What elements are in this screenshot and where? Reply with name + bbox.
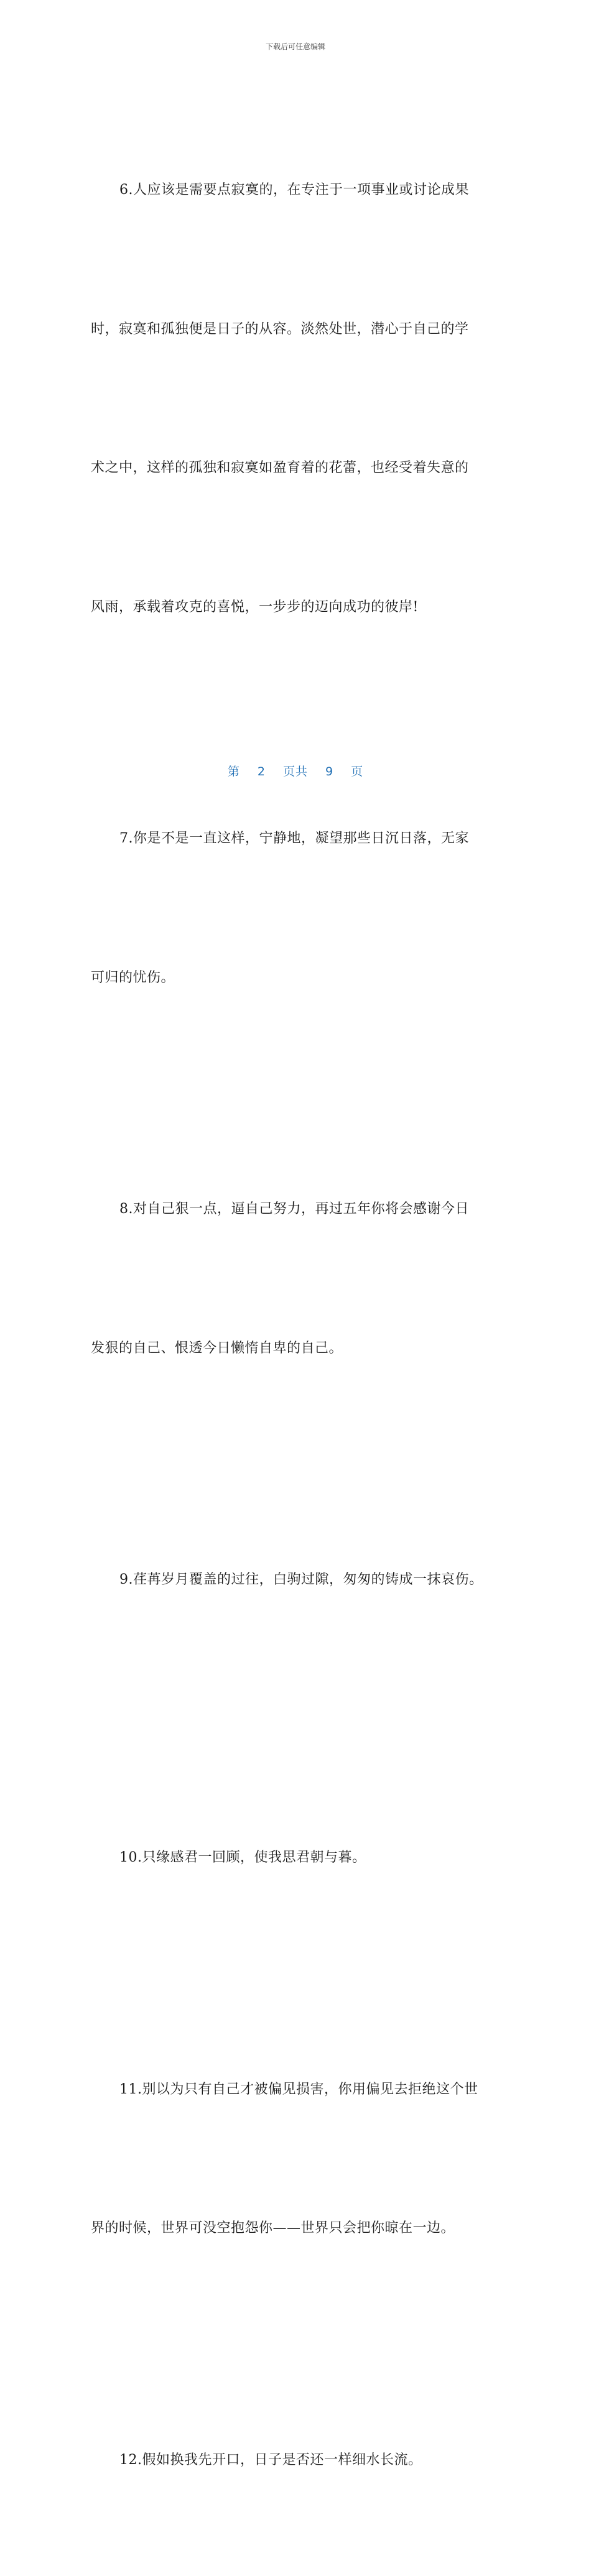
footer-page-number: 2 bbox=[258, 765, 266, 778]
paragraph-10 bbox=[91, 1742, 501, 1974]
text-line: 6.人应该是需要点寂寞的，在专注于一项事业或讨论成果 bbox=[91, 167, 501, 214]
footer-total-pages: 9 bbox=[325, 765, 333, 778]
text-line: 发狠的自己、恨透今日懒惰自卑的自己。 bbox=[91, 1326, 501, 1372]
text-line: 7.你是不是一直这样，宁静地，凝望那些日沉日落，无家 bbox=[91, 816, 501, 862]
blank-line bbox=[91, 1696, 501, 1743]
text-line: 10.只缘感君一回顾，使我思君朝与暮。 bbox=[91, 1835, 501, 1881]
page-footer bbox=[0, 762, 591, 779]
text-line: 9.荏苒岁月覆盖的过往，白驹过隙，匆匆的铸成一抹哀伤。 bbox=[91, 1557, 501, 1604]
footer-prefix: 第 bbox=[228, 762, 240, 779]
paragraph-9 bbox=[91, 1464, 501, 1696]
document-body bbox=[91, 75, 501, 2576]
text-line: 可归的忧伤。 bbox=[91, 955, 501, 1002]
page-header: 下载后可任意编辑 bbox=[0, 41, 591, 52]
text-line: 11.别以为只有自己才被偏见损害，你用偏见去拒绝这个世 bbox=[91, 2067, 501, 2113]
paragraph-8 bbox=[91, 1094, 501, 1464]
text-line: 术之中，这样的孤独和寂寞如盈育着的花蕾，也经受着失意的 bbox=[91, 445, 501, 492]
text-line: 时，寂寞和孤独便是日子的从容。淡然处世，潜心于自己的学 bbox=[91, 307, 501, 353]
text-line: 12.假如换我先开口，日子是否还一样细水长流。 bbox=[91, 2437, 501, 2484]
paragraph-6 bbox=[91, 75, 501, 723]
paragraph-12 bbox=[91, 2345, 501, 2576]
paragraph-11 bbox=[91, 1974, 501, 2345]
text-line: 风雨，承载着攻克的喜悦，一步步的迈向成功的彼岸! bbox=[91, 584, 501, 631]
text-line: 8.对自己狠一点，逼自己努力，再过五年你将会感谢今日 bbox=[91, 1186, 501, 1233]
footer-middle: 页共 bbox=[283, 762, 308, 779]
text-line: 界的时候，世界可没空抱怨你——世界只会把你晾在一边。 bbox=[91, 2205, 501, 2252]
footer-suffix: 页 bbox=[351, 762, 363, 779]
